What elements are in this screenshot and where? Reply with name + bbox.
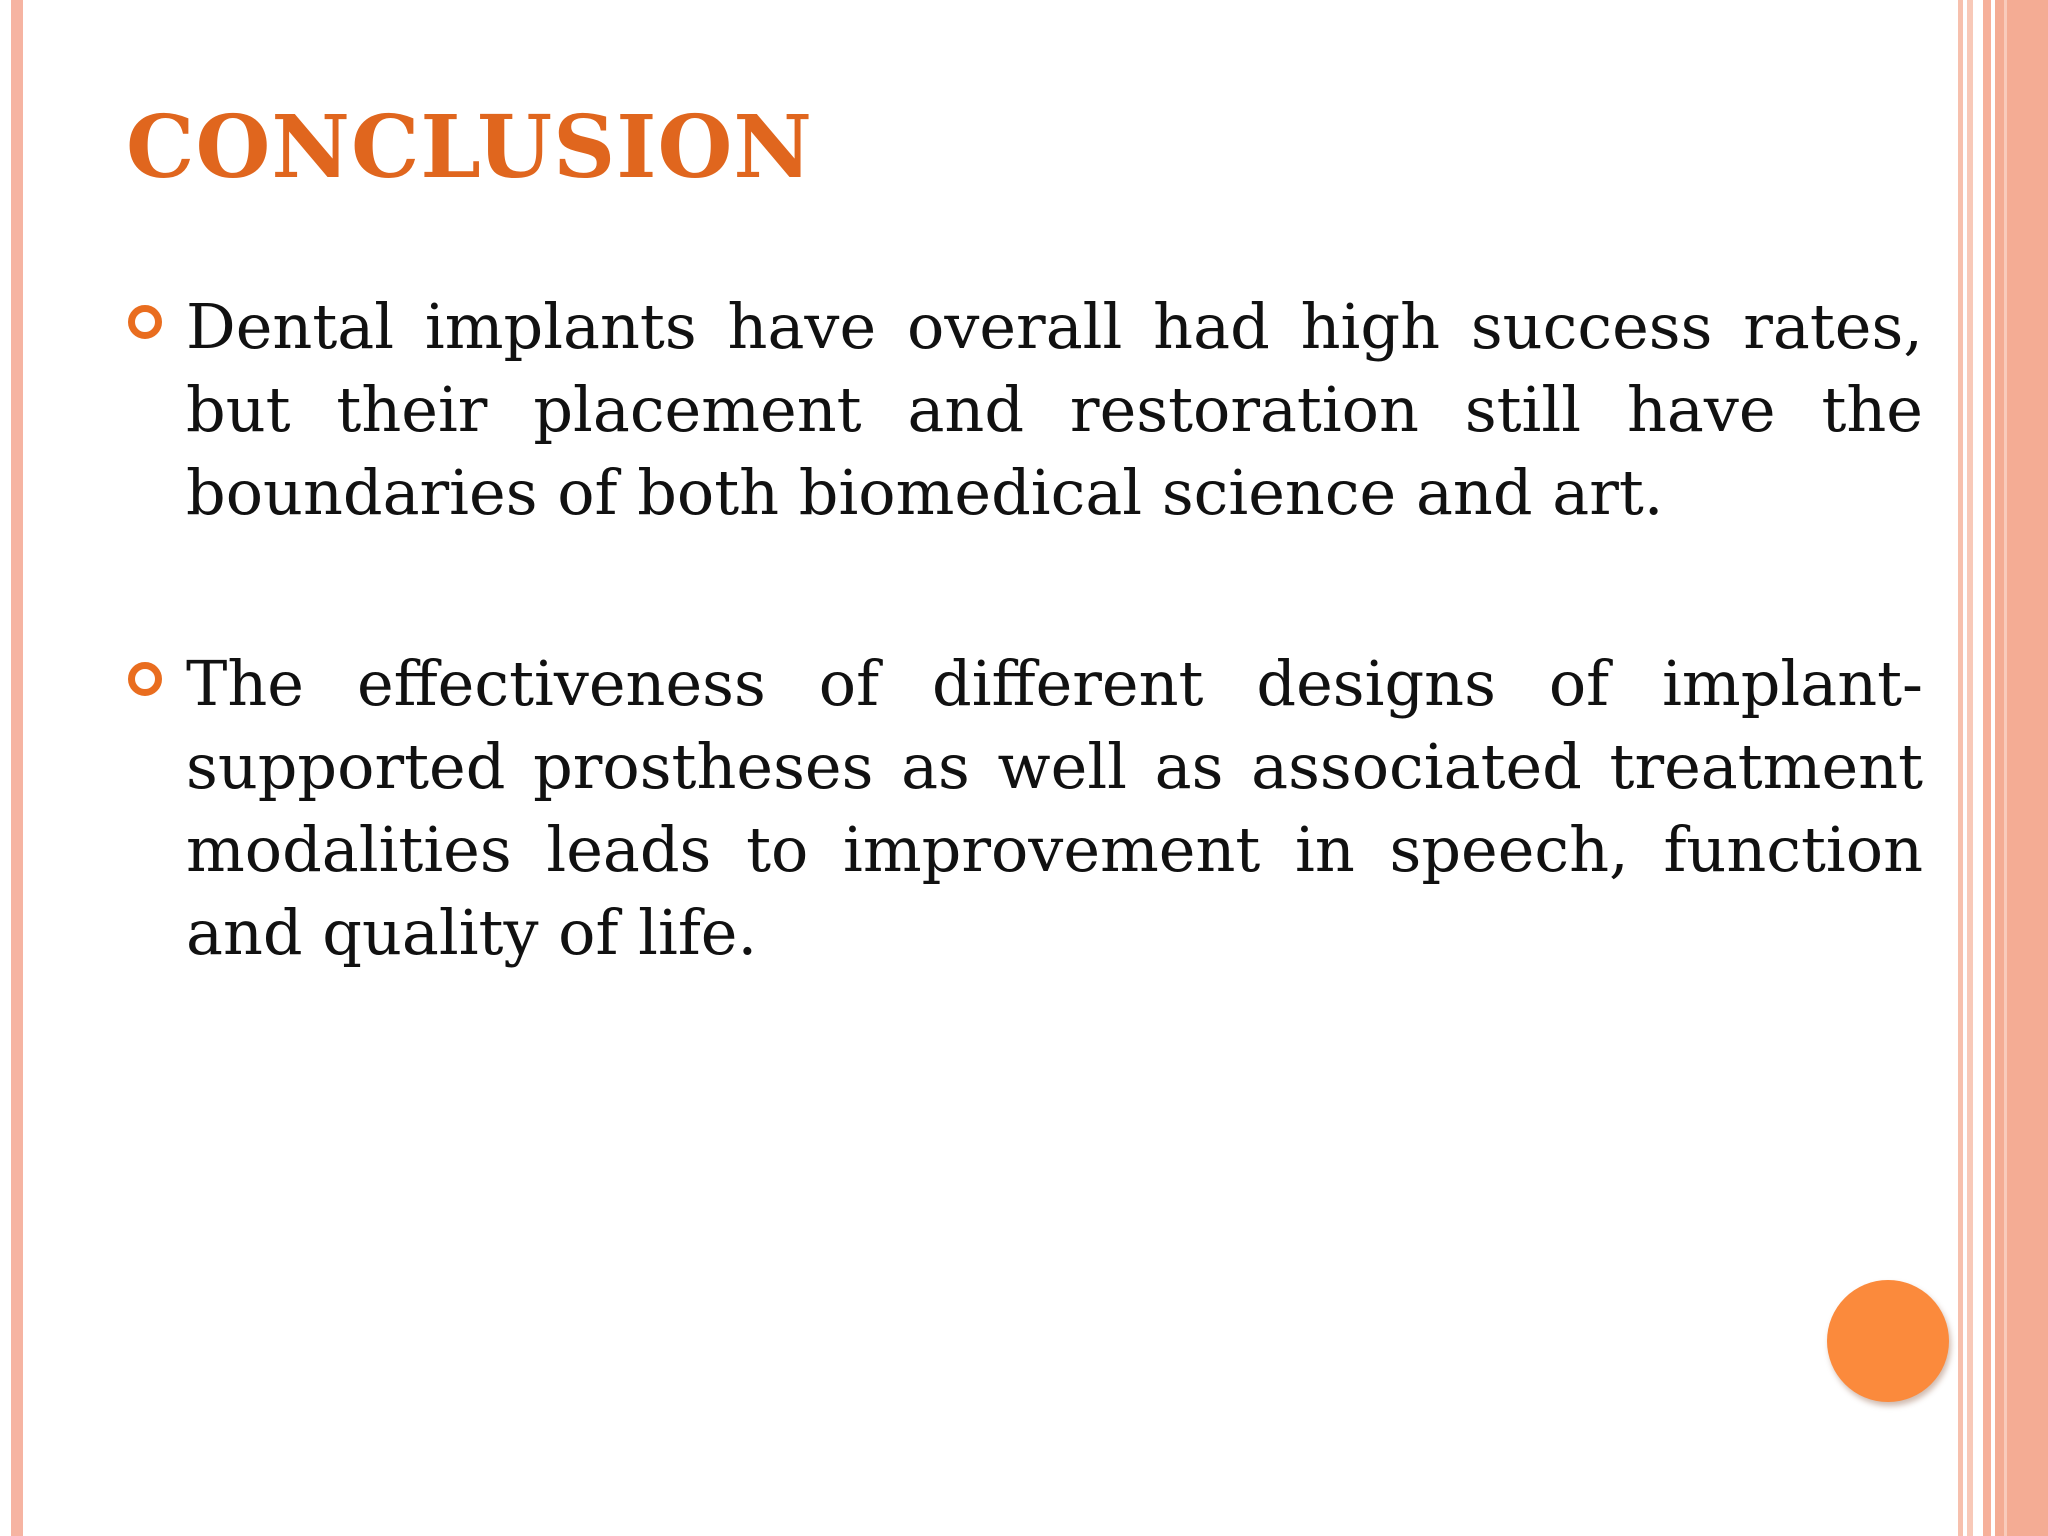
- slide-title: CONCLUSION: [126, 97, 814, 198]
- orange-circle-icon[interactable]: [1827, 1280, 1949, 1402]
- right-border-stripe: [1995, 0, 2048, 1536]
- right-border-stripe: [1967, 0, 1973, 1536]
- right-border-stripe: [1958, 0, 1963, 1536]
- bullet-item: [126, 642, 1923, 974]
- bullet-item: [126, 285, 1923, 534]
- bullet-text: The effectiveness of different designs of implant-supported prostheses as well as associated treatment modalities leads to improvement in speech, function and quality of life.: [186, 647, 1923, 969]
- right-border-stripe: [1983, 0, 1991, 1536]
- hollow-circle-bullet-icon: [128, 662, 162, 696]
- right-border-stripe: [2004, 0, 2007, 1536]
- hollow-circle-bullet-icon: [128, 305, 162, 339]
- left-border-stripe: [11, 0, 23, 1536]
- bullet-text: Dental implants have overall had high success rates, but their placement and restoration still have the boundaries of both biomedical science and art.: [186, 290, 1923, 529]
- bullet-list: [126, 285, 1923, 1082]
